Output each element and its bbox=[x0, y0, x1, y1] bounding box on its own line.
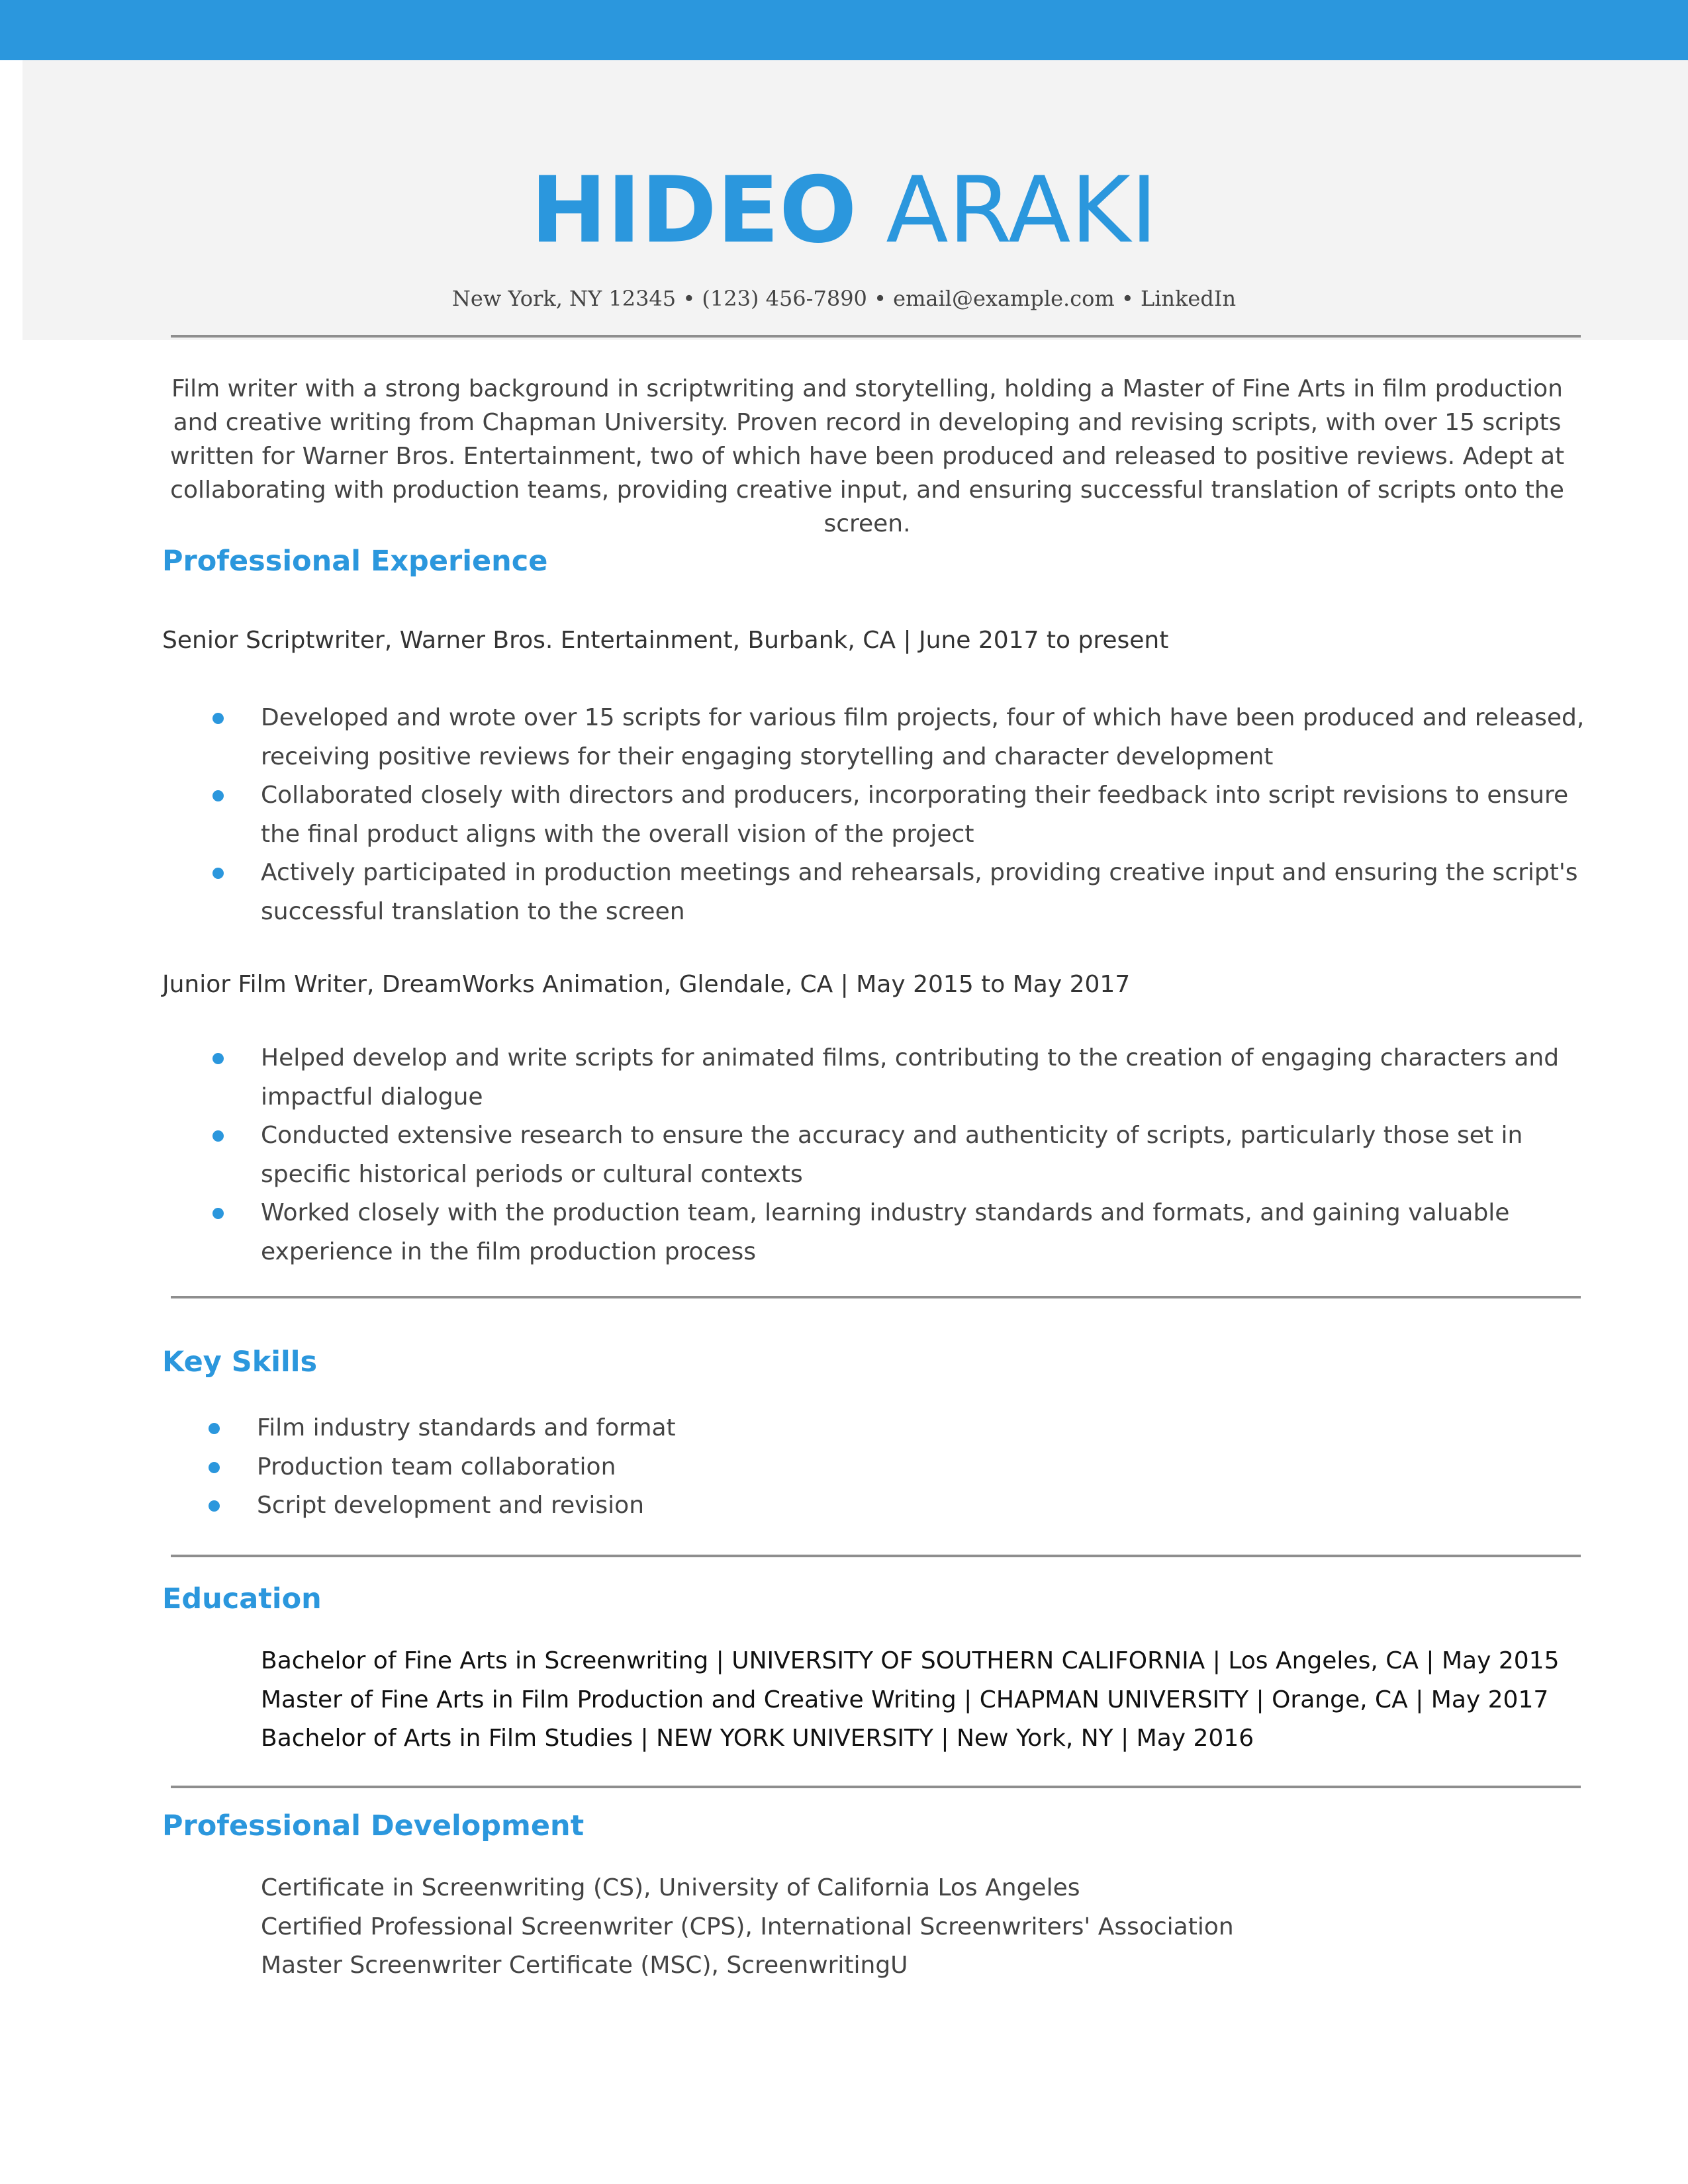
job-bullet-list bbox=[261, 1039, 1591, 1271]
section-title-skills: Key Skills bbox=[162, 1345, 318, 1379]
list-item bbox=[261, 1194, 1591, 1271]
bullet-text: Developed and wrote over 15 scripts for various film projects, four of which have been produced and released, receiving positive reviews for their engaging storytelling and character development bbox=[261, 704, 1585, 770]
top-accent-bar bbox=[0, 0, 1688, 60]
bullet-icon bbox=[212, 1130, 224, 1142]
list-item bbox=[261, 854, 1591, 931]
bullet-text: Collaborated closely with directors and producers, incorporating their feedback into script revisions to ensure the final product aligns with the overall vision of the project bbox=[261, 782, 1569, 848]
first-name: HIDEO bbox=[530, 157, 857, 263]
development-list bbox=[261, 1869, 1618, 1985]
certificate-item: Certificate in Screenwriting (CS), University of California Los Angeles bbox=[261, 1874, 1080, 1901]
divider bbox=[171, 1555, 1581, 1557]
education-item: Master of Fine Arts in Film Production and Creative Writing | CHAPMAN UNIVERSITY | Orange, CA | May 2017 bbox=[261, 1686, 1549, 1713]
skills-list bbox=[257, 1409, 1515, 1525]
section-title-development: Professional Development bbox=[162, 1809, 585, 1843]
bullet-icon bbox=[212, 1053, 224, 1064]
divider bbox=[171, 1296, 1581, 1298]
list-item bbox=[261, 1116, 1591, 1194]
skill-text: Film industry standards and format bbox=[257, 1414, 676, 1441]
bullet-icon bbox=[212, 1208, 224, 1219]
skill-text: Production team collaboration bbox=[257, 1453, 616, 1480]
bullet-icon bbox=[212, 713, 224, 724]
summary-paragraph: Film writer with a strong background in scriptwriting and storytelling, holding a Master of Fine Arts in film production and creative writing from Chapman University. Proven record in developing and revising scripts, with over 15 scripts written for Warner Bros. Entertainment, two of which have been produced and released to positive reviews. Adept at collaborating with production teams, providing creative input, and ensuring successful translation of scripts onto the screen. bbox=[169, 375, 1565, 537]
education-item: Bachelor of Arts in Film Studies | NEW YORK UNIVERSITY | New York, NY | May 2016 bbox=[261, 1725, 1254, 1752]
bullet-icon bbox=[212, 790, 224, 801]
education-list bbox=[261, 1642, 1618, 1758]
list-item bbox=[261, 1039, 1591, 1116]
job-heading: Senior Scriptwriter, Warner Bros. Entertainment, Burbank, CA | June 2017 to present bbox=[162, 627, 1169, 654]
bullet-icon bbox=[209, 1423, 220, 1434]
list-item bbox=[261, 776, 1591, 854]
section-title-education: Education bbox=[162, 1582, 322, 1615]
bullet-icon bbox=[212, 868, 224, 879]
list-item bbox=[257, 1409, 1515, 1448]
certificate-item: Certified Professional Screenwriter (CPS), International Screenwriters' Association bbox=[261, 1913, 1234, 1940]
bullet-icon bbox=[209, 1462, 220, 1473]
last-name: ARAKI bbox=[886, 157, 1158, 263]
divider bbox=[171, 1786, 1581, 1788]
divider bbox=[171, 335, 1581, 338]
bullet-icon bbox=[209, 1500, 220, 1512]
contact-line: New York, NY 12345 • (123) 456-7890 • email@example.com • LinkedIn bbox=[451, 286, 1237, 311]
list-item bbox=[257, 1486, 1515, 1525]
certificate-item: Master Screenwriter Certificate (MSC), ScreenwritingU bbox=[261, 1952, 908, 1979]
list-item bbox=[261, 699, 1591, 776]
bullet-text: Actively participated in production meetings and rehearsals, providing creative input and ensuring the script's successful translation to the screen bbox=[261, 859, 1578, 925]
skill-text: Script development and revision bbox=[257, 1492, 645, 1519]
bullet-text: Conducted extensive research to ensure the accuracy and authenticity of scripts, particularly those set in specific historical periods or cultural contexts bbox=[261, 1122, 1523, 1188]
job-heading: Junior Film Writer, DreamWorks Animation, Glendale, CA | May 2015 to May 2017 bbox=[162, 971, 1131, 998]
list-item bbox=[257, 1448, 1515, 1487]
education-item: Bachelor of Fine Arts in Screenwriting | UNIVERSITY OF SOUTHERN CALIFORNIA | Los Angeles, CA | May 2015 bbox=[261, 1647, 1560, 1674]
section-title-experience: Professional Experience bbox=[162, 545, 548, 578]
candidate-name bbox=[0, 151, 1688, 270]
job-bullet-list bbox=[261, 699, 1591, 931]
bullet-text: Worked closely with the production team, learning industry standards and formats, and gaining valuable experience in the film production process bbox=[261, 1199, 1510, 1265]
bullet-text: Helped develop and write scripts for animated films, contributing to the creation of engaging characters and impactful dialogue bbox=[261, 1044, 1560, 1111]
